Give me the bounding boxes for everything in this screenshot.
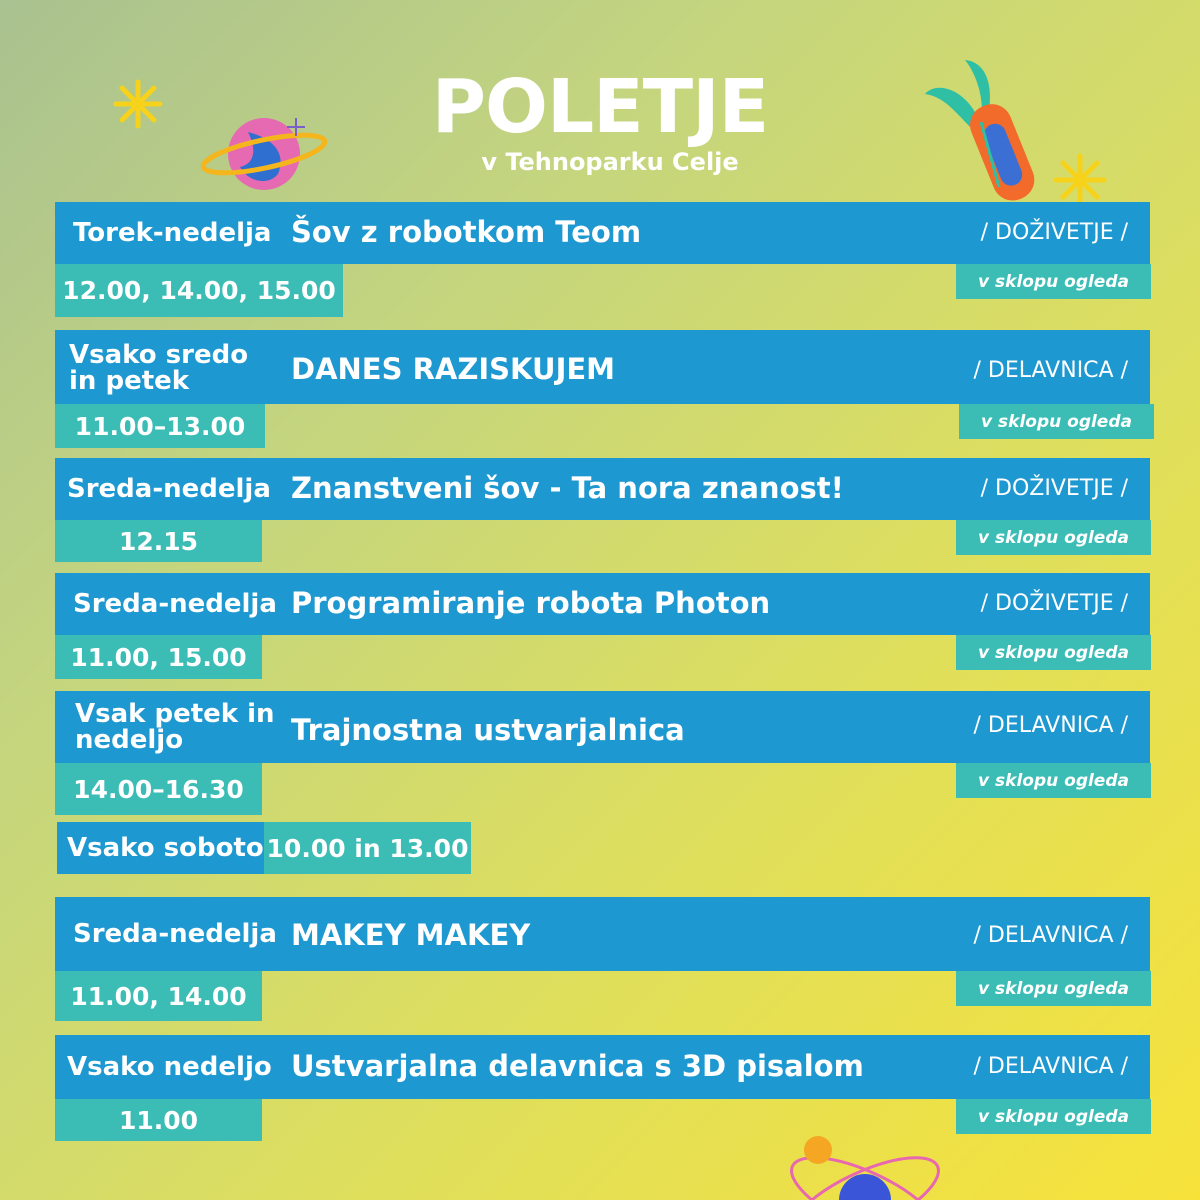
event-title: Ustvarjalna delavnica s 3D pisalom (291, 1049, 864, 1083)
event-time: 12.00, 14.00, 15.00 (55, 264, 343, 317)
event-title: Znanstveni šov - Ta nora znanost! (291, 471, 844, 505)
saturday-days: Vsako soboto (67, 833, 264, 863)
event-type: / DOŽIVETJE / (980, 591, 1128, 616)
page-title: POLETJE (431, 64, 769, 150)
event-type: / DELAVNICA / (973, 713, 1128, 738)
saturday-time: 10.00 in 13.00 (264, 822, 471, 874)
event-days-line2: nedeljo (75, 725, 184, 755)
event-title: Trajnostna ustvarjalnica (291, 713, 685, 747)
event-bar (55, 573, 1150, 635)
event-days-line1: Vsak petek in (75, 699, 275, 729)
event-days: Sreda-nedelja (73, 589, 277, 619)
event-time: 12.15 (55, 520, 262, 562)
event-time: 11.00, 14.00 (55, 971, 262, 1021)
event-badge: v sklopu ogleda (956, 763, 1151, 798)
event-type: / DELAVNICA / (973, 923, 1128, 948)
event-time: 11.00–13.00 (55, 404, 265, 448)
event-bar (55, 691, 1150, 763)
event-time: 14.00–16.30 (55, 763, 262, 815)
event-bar (55, 1035, 1150, 1099)
event-days: Torek-nedelja (73, 218, 272, 248)
event-title: DANES RAZISKUJEM (291, 352, 616, 386)
event-badge: v sklopu ogleda (956, 264, 1151, 299)
event-title: Programiranje robota Photon (291, 586, 771, 620)
event-bar (55, 330, 1150, 404)
event-type: / DELAVNICA / (973, 1054, 1128, 1079)
event-badge: v sklopu ogleda (956, 635, 1151, 670)
event-type: / DELAVNICA / (973, 358, 1128, 383)
event-days: Sreda-nedelja (73, 919, 277, 949)
saturday-bar (57, 822, 265, 874)
event-time: 11.00, 15.00 (55, 635, 262, 679)
page-subtitle: v Tehnoparku Celje (481, 148, 739, 176)
event-time: 11.00 (55, 1099, 262, 1141)
event-bar (55, 202, 1150, 264)
event-badge: v sklopu ogleda (956, 1099, 1151, 1134)
event-badge: v sklopu ogleda (956, 520, 1151, 555)
event-bar (55, 897, 1150, 971)
event-title: MAKEY MAKEY (291, 918, 531, 952)
event-days: Sreda-nedelja (67, 474, 271, 504)
event-bar (55, 458, 1150, 520)
event-days-line1: Vsako sredo (69, 340, 249, 370)
event-days: Vsako nedeljo (67, 1052, 272, 1082)
event-badge: v sklopu ogleda (959, 404, 1154, 439)
event-days-line2: in petek (69, 366, 190, 396)
event-type: / DOŽIVETJE / (980, 220, 1128, 245)
atom-icon (780, 1120, 950, 1200)
event-title: Šov z robotkom Teom (291, 215, 642, 249)
event-type: / DOŽIVETJE / (980, 476, 1128, 501)
event-badge: v sklopu ogleda (956, 971, 1151, 1006)
